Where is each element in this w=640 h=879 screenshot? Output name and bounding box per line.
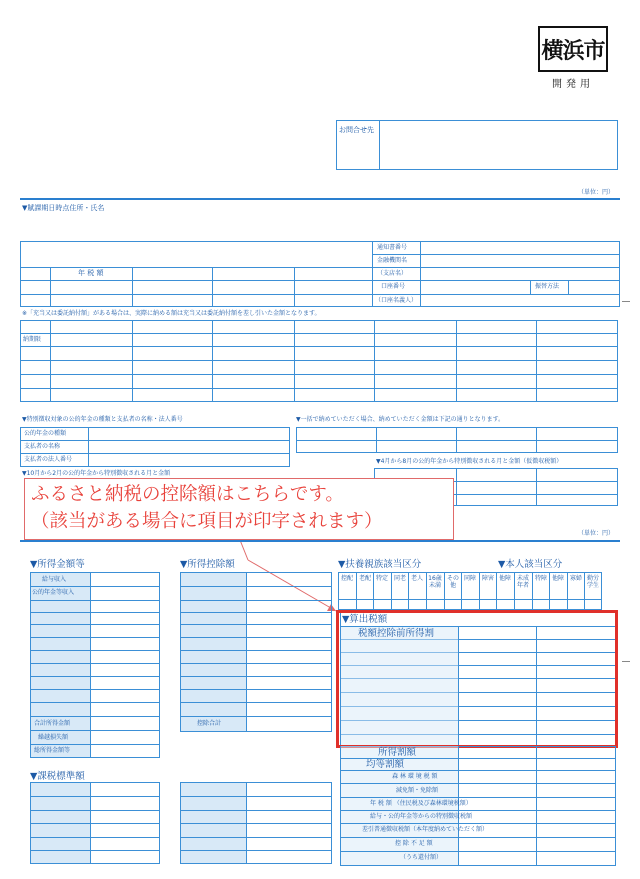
self-header: ▼本人該当区分 <box>498 559 563 570</box>
highlight-box <box>336 610 618 748</box>
deduction-header: ▼所得控除額 <box>180 559 235 570</box>
bank-label-1: 金融機関名 <box>377 257 408 264</box>
bank-label-2: （支店名） <box>377 270 408 277</box>
pension-row-0: 公的年金の種類 <box>24 430 67 437</box>
lump-header: ▼一括で納めていただく場合、納めていただく金額は下記の通りとなります。 <box>296 416 505 423</box>
pension-header: ▼特別徴収対象の公的年金の種類と支払者の名称・法人番号 <box>22 416 183 423</box>
bank-label-0: 通知書番号 <box>377 244 408 251</box>
dependents-col-label: 勤労学生 <box>586 575 599 589</box>
margin-mark-bottom <box>622 661 630 662</box>
dependents-col-label: 特障 <box>534 575 547 582</box>
tax-forest: 森 林 環 境 税 額 <box>392 773 438 780</box>
dependents-col-label: 老人 <box>410 575 423 582</box>
dependents-header: ▼扶養親族該当区分 <box>338 559 422 570</box>
oct-feb-header: ▼10月から2月の公的年金から特別徴収される月と金額 <box>22 470 171 477</box>
tax-per-capita: 均等割額 <box>366 759 405 770</box>
bank-label-3: 口座番号 <box>381 283 406 290</box>
bank-label-4: （口座名義人） <box>375 297 418 304</box>
callout-line2: （該当がある場合に項目が印字されます） <box>31 511 383 532</box>
dependents-col-label: 16歳未満 <box>428 575 442 589</box>
dependents-col-label: 障害 <box>481 575 494 582</box>
due-label: 納期限 <box>23 336 42 343</box>
dependents-col-label: 同老 <box>393 575 406 582</box>
dependents-col-label: 同障 <box>463 575 476 582</box>
unit-label-top: （単位：円） <box>578 189 615 196</box>
tax-calc-header: ▼算出税額 <box>342 614 388 625</box>
tax-shortfall: 控 除 不 足 額 <box>395 840 433 847</box>
dependents-col-label: 老配 <box>358 575 371 582</box>
income-total: 合計所得金額 <box>34 720 71 727</box>
dependents-col-label: その他 <box>446 575 459 589</box>
apr-sep-header: ▼4月から8月の公的年金から特別徴収される月と金額（仮徴収税額） <box>376 458 563 465</box>
dependents-col-label: 特定 <box>375 575 388 582</box>
address-label: ▼賦課期日時点住所・氏名 <box>22 204 105 212</box>
stamp-sub: 開発用 <box>552 79 594 90</box>
contact-label: お問合せ先 <box>339 126 374 134</box>
dependents-col-label: 他障 <box>498 575 511 582</box>
tax-shortfall-sub: （うち還付額） <box>400 854 443 861</box>
pension-row-1: 支払者の名称 <box>24 443 61 450</box>
dependents-col-label: 寡婦 <box>569 575 582 582</box>
tax-reduction: 減免額・免除額 <box>396 787 439 794</box>
deduction-label-col <box>181 573 246 731</box>
transfer-method: 振替方法 <box>535 283 560 290</box>
dependents-col-label: 他障 <box>551 575 564 582</box>
dependents-col-label: 控配 <box>340 575 353 582</box>
margin-mark-top <box>622 301 630 302</box>
top-note: ※「充当又は委託納付額」がある場合は、実際に納める額は充当又は委託納付額を差し引いた金額となります。 <box>22 310 321 317</box>
taxable-header: ▼課税標準額 <box>30 771 85 782</box>
income-header: ▼所得金額等 <box>30 559 85 570</box>
income-gross: 総所得金額等 <box>34 747 71 754</box>
pension-row-2: 支払者の法人番号 <box>24 456 73 463</box>
callout-line1: ふるさと納税の控除額はこちらです。 <box>31 484 344 505</box>
stamp-text: 横浜市 <box>541 37 605 64</box>
income-item-1: 公的年金等収入 <box>32 589 75 596</box>
unit-label-mid: （単位：円） <box>578 530 615 537</box>
tax-income-levy: 所得割額 <box>378 747 417 758</box>
tax-annual: 年 税 額 （住民税及び森林環境税額） <box>370 800 472 807</box>
tax-pension-withheld: 給与・公的年金等からの特別徴収税額 <box>370 813 473 820</box>
income-carry: 繰越損失額 <box>38 734 69 741</box>
mid-divider <box>20 540 620 542</box>
annual-tax-label: 年 税 額 <box>78 269 104 277</box>
dependents-col-label: 未成年者 <box>516 575 529 589</box>
tax-pre-income: 税額控除前所得割 <box>358 628 435 639</box>
tax-ordinary: 差引普通徴収税額（本年度納めていただく額） <box>362 826 489 833</box>
income-item-0: 給与収入 <box>42 576 67 583</box>
deduction-total: 控除合計 <box>197 720 222 727</box>
